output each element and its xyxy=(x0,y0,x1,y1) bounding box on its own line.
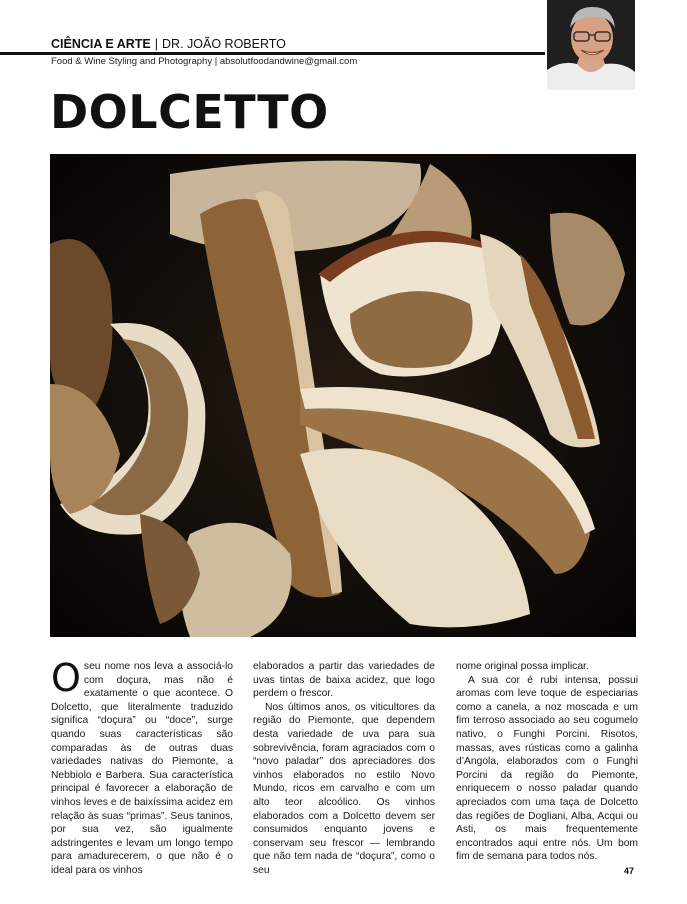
author-portrait-icon xyxy=(547,0,635,90)
paragraph xyxy=(51,656,233,878)
author-name: DR. JOÃO ROBERTO xyxy=(162,37,286,51)
paragraph-text: seu nome nos leva a associá-lo com doçura, mas não é exatamente o que acontece. O Dolcetto, que literalmente traduzido significa “doçura” ou “doce”, surge quando suas características são comparadas às de outras duas variedades nativas do Piemonte, a Nebbiolo e Barbera. Sua característica principal é favorecer a elaboração de vinhos leves e de baixíssima acidez em relação às suas “primas”. Seus taninos, por sua vez, são igualmente adstringentes e levam um longo tempo para amadurecerem, o que não é o ideal para os vinhos xyxy=(51,661,233,876)
paragraph: nome original possa implicar. xyxy=(456,661,589,672)
section-header xyxy=(51,37,286,52)
paragraph: A sua cor é rubi intensa, possui aromas com leve toque de especiarias como a canela, a noz moscada e um fim terroso associado ao seu cogumelo nativo, o Funghi Porcini. Risotos, massas, aves rústicas como a galinha d’Angola, elaborados com o Funghi Porcini da região do Piemonte, enriquecem o nosso paladar quando apreciados com uma taça de Dolcetto das regiões de Dogliani, Alba, Acqui ou Asti, os mais frequentemente encontrados aqui entre nós. Um bom fim de semana para todos nós. xyxy=(456,674,638,863)
header-rule xyxy=(0,52,545,55)
page-number: 47 xyxy=(624,866,635,876)
dried-porcini-photo-icon xyxy=(50,154,636,637)
article-title: DOLCETTO xyxy=(50,85,329,139)
article-column-3 xyxy=(456,660,638,864)
section-name: CIÊNCIA E ARTE xyxy=(51,37,151,51)
drop-cap: O xyxy=(51,656,81,700)
section-separator: | xyxy=(154,37,159,51)
paragraph: elaborados a partir das variedades de uvas tintas de baixa acidez, que logo perdem o frescor. xyxy=(253,661,435,700)
article-column-1 xyxy=(51,656,233,878)
article-column-2 xyxy=(253,660,435,878)
paragraph: Nos últimos anos, os viticultores da região do Piemonte, que dependem desta variedade de uva para sua sobrevivência, foram agraciados com o “novo paladar” dos apreciadores dos vinhos elaborados no estilo Novo Mundo, ricos em carvalho e com um alto teor alcoólico. Os vinhos elaborados com a Dolcetto devem ser consumidos enquanto jovens e conservam seu frescor — lembrando que não tem nada de “doçura”, como o seu xyxy=(253,701,435,876)
author-credit: Food & Wine Styling and Photography | absolutfoodandwine@gmail.com xyxy=(51,56,358,67)
